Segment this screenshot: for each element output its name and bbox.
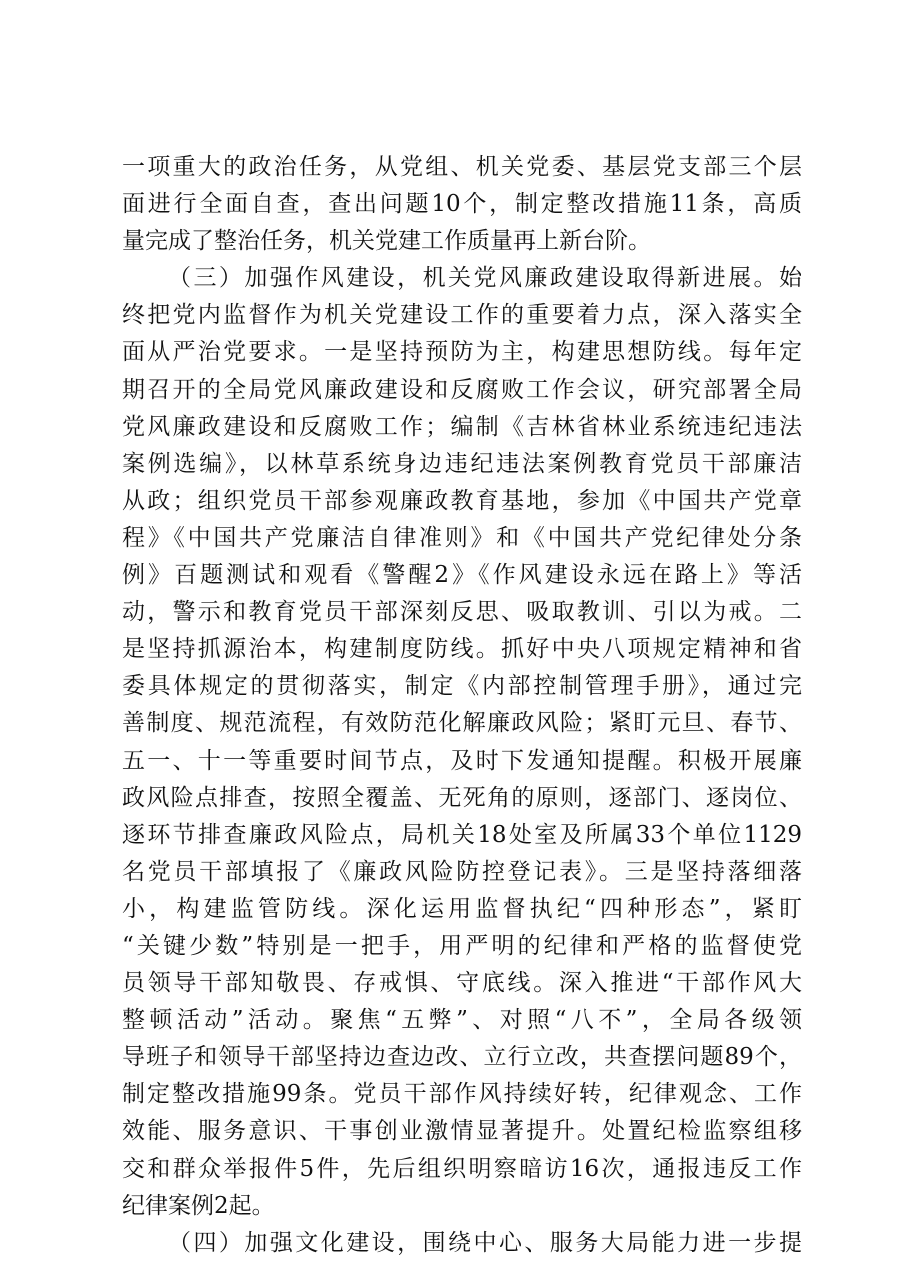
body-text: [122, 149, 802, 1262]
section-heading-line: （三）加强作风建设，机关党风廉政建设取得新进展。始: [168, 265, 802, 292]
text-line: 导班子和领导干部坚持边查边改、立行立改，共查摆问题89个，: [122, 1044, 802, 1071]
text-line: 期召开的全局党风廉政建设和反腐败工作会议，研究部署全局: [122, 376, 802, 403]
text-line: 量完成了整治任务，机关党建工作质量再上新台阶。: [122, 228, 651, 255]
text-line: 程》《中国共产党廉洁自律准则》和《中国共产党纪律处分条: [122, 524, 802, 551]
text-line: 例》百题测试和观看《警醒2》《作风建设永远在路上》等活: [122, 562, 802, 589]
text-line: 效能、服务意识、干事创业激情显著提升。处置纪检监察组移: [122, 1118, 802, 1145]
text-line: 是坚持抓源治本，构建制度防线。抓好中央八项规定精神和省: [122, 636, 802, 663]
text-line: 案例选编》，以林草系统身边违纪违法案例教育党员干部廉洁: [122, 450, 802, 477]
text-line: 一项重大的政治任务，从党组、机关党委、基层党支部三个层: [122, 154, 802, 180]
text-line: 小，构建监管防线。深化运用监督执纪“四种形态”，紧盯: [122, 895, 802, 922]
text-line: 交和群众举报件5件，先后组织明察暗访16次，通报违反工作: [122, 1155, 802, 1182]
text-line: 政风险点排查，按照全覆盖、无死角的原则，逐部门、逐岗位、: [122, 784, 802, 811]
text-line: 动，警示和教育党员干部深刻反思、吸取教训、引以为戒。二: [122, 599, 802, 626]
text-line: 五一、十一等重要时间节点，及时下发通知提醒。积极开展廉: [122, 747, 802, 774]
text-line: 名党员干部填报了《廉政风险防控登记表》。三是坚持落细落: [122, 858, 802, 885]
text-line: 整顿活动”活动。聚焦“五弊”、对照“八不”，全局各级领: [122, 1007, 802, 1034]
text-line: “关键少数”特别是一把手，用严明的纪律和严格的监督使党: [122, 932, 802, 959]
text-line: 从政；组织党员干部参观廉政教育基地，参加《中国共产党章: [122, 487, 802, 514]
text-line: 面进行全面自查，查出问题10个，制定整改措施11条，高质: [122, 191, 802, 218]
text-line: 纪律案例2起。: [122, 1192, 275, 1219]
text-line: 委具体规定的贯彻落实，制定《内部控制管理手册》，通过完: [122, 673, 802, 700]
text-line: 终把党内监督作为机关党建设工作的重要着力点，深入落实全: [122, 302, 802, 329]
text-line: 党风廉政建设和反腐败工作；编制《吉林省林业系统违纪违法: [122, 413, 802, 440]
text-line: 员领导干部知敬畏、存戒惧、守底线。深入推进“干部作风大: [122, 970, 802, 997]
text-line: 面从严治党要求。一是坚持预防为主，构建思想防线。每年定: [122, 339, 802, 366]
text-line: 善制度、规范流程，有效防范化解廉政风险；紧盯元旦、春节、: [122, 710, 802, 737]
text-line: 制定整改措施99条。党员干部作风持续好转，纪律观念、工作: [122, 1081, 802, 1108]
text-line: 逐环节排查廉政风险点，局机关18处室及所属33个单位1129: [122, 821, 802, 848]
section-heading-line: （四）加强文化建设，围绕中心、服务大局能力进一步提: [168, 1229, 802, 1256]
